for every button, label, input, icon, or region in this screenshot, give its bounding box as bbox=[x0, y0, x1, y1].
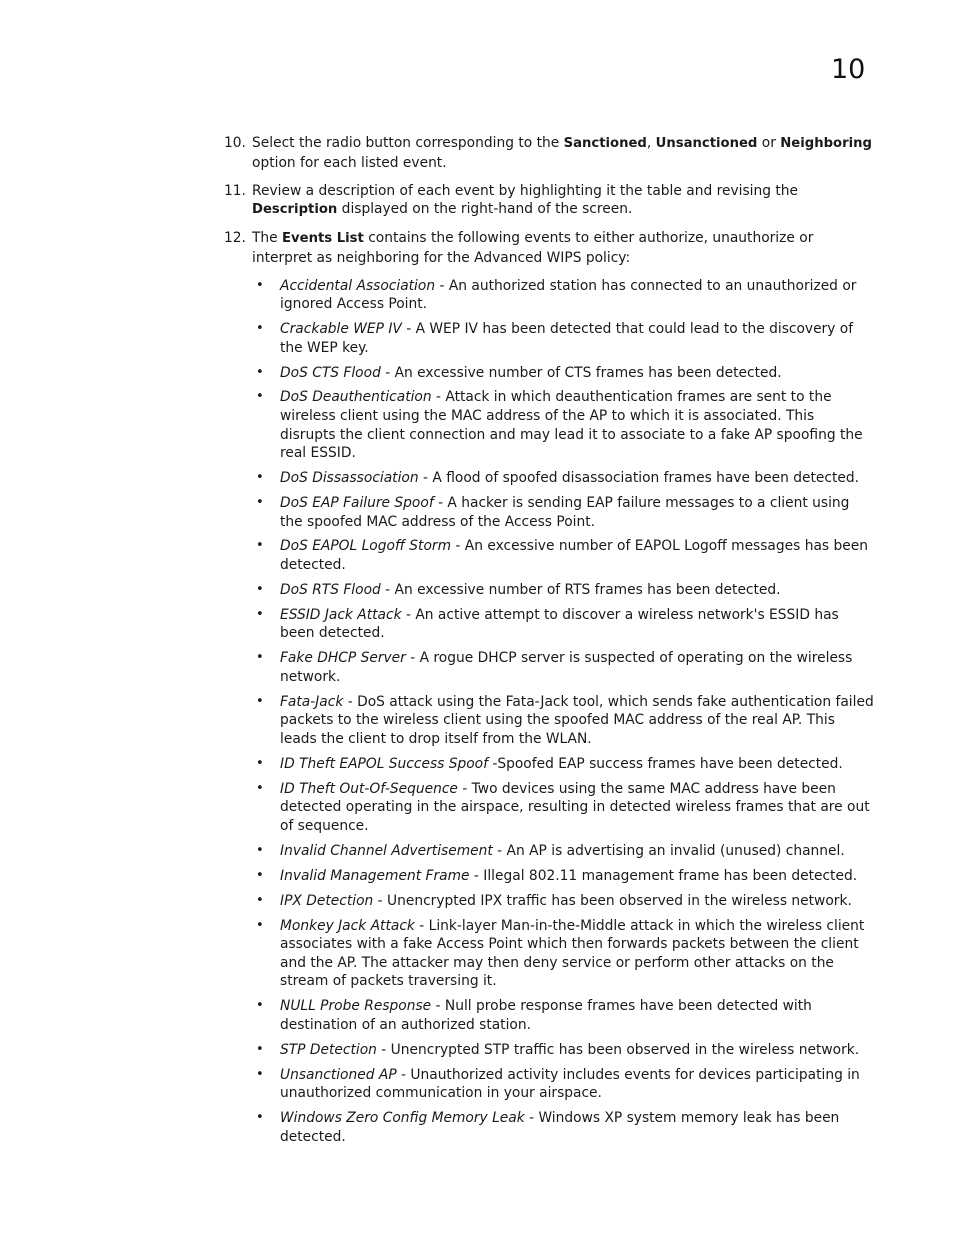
bullet-icon: • bbox=[256, 494, 264, 510]
event-term: DoS Deauthentication bbox=[280, 389, 432, 406]
list-item bbox=[252, 364, 874, 383]
event-term: Invalid Channel Advertisement bbox=[280, 842, 493, 859]
event-description: - A flood of spoofed disassociation frames have been detected. bbox=[418, 470, 860, 487]
step-number: 10. bbox=[224, 135, 246, 151]
bullet-icon: • bbox=[256, 321, 264, 337]
list-item bbox=[252, 997, 874, 1034]
bullet-icon: • bbox=[256, 277, 264, 293]
event-description: - A WEP IV has been detected that could lead to the discovery of the WEP key. bbox=[280, 321, 854, 356]
step-text: Review a description of each event by highlighting it the table and revising the bbox=[252, 182, 798, 199]
event-description: - An active attempt to discover a wireless network's ESSID has been detected. bbox=[280, 606, 839, 642]
event-description: - Unencrypted IPX traffic has been observed in the wireless network. bbox=[373, 892, 852, 909]
bullet-icon: • bbox=[256, 1110, 264, 1126]
ui-term-events-list: Events List bbox=[282, 231, 364, 247]
event-term: DoS Dissassociation bbox=[280, 470, 419, 487]
list-item bbox=[252, 320, 874, 357]
event-description: - A hacker is sending EAP failure messages to a client using the spoofed MAC address of the Access Point. bbox=[280, 494, 850, 530]
list-item bbox=[252, 892, 874, 911]
list-item bbox=[252, 1041, 874, 1060]
step-number: 12. bbox=[224, 230, 246, 247]
list-item bbox=[252, 867, 874, 886]
event-term: Windows Zero Config Memory Leak bbox=[280, 1110, 525, 1127]
bullet-icon: • bbox=[256, 867, 264, 883]
step-number: 11. bbox=[224, 182, 246, 199]
bullet-icon: • bbox=[256, 917, 264, 933]
list-item bbox=[252, 537, 874, 574]
step-text: displayed on the right-hand of the screen. bbox=[337, 201, 633, 218]
ui-term-neighboring: Neighboring bbox=[780, 136, 872, 151]
bullet-icon: • bbox=[256, 998, 264, 1014]
list-item bbox=[252, 581, 874, 600]
bullet-icon: • bbox=[256, 755, 264, 771]
step-10 bbox=[224, 134, 874, 172]
bullet-icon: • bbox=[256, 606, 264, 622]
list-item bbox=[252, 693, 874, 749]
event-term: Unsanctioned AP bbox=[280, 1066, 397, 1083]
step-text: The bbox=[252, 230, 283, 247]
bullet-icon: • bbox=[256, 650, 264, 666]
event-term: DoS EAPOL Logoff Storm bbox=[280, 538, 452, 555]
ui-term-description: Description bbox=[252, 202, 338, 218]
bullet-icon: • bbox=[256, 842, 264, 858]
event-description: - Windows XP system memory leak has been detected. bbox=[280, 1110, 840, 1145]
bullet-icon: • bbox=[256, 470, 264, 486]
page-body bbox=[224, 134, 874, 1156]
event-term: DoS EAP Failure Spoof bbox=[280, 494, 434, 511]
event-term: STP Detection bbox=[280, 1041, 377, 1058]
event-description: - Link-layer Man-in-the-Middle attack in which the wireless client associates with a fake Access Point which then forwards packets between the client and the AP. The attacker may then deny service or perform other attacks on the stream of packets traversing it. bbox=[280, 917, 865, 990]
event-term: Fata-Jack bbox=[280, 693, 344, 710]
event-term: Accidental Association bbox=[280, 277, 436, 294]
event-description: - A rogue DHCP server is suspected of operating on the wireless network. bbox=[280, 650, 853, 685]
event-description: - Unencrypted STP traffic has been observed in the wireless network. bbox=[376, 1041, 860, 1058]
list-item bbox=[252, 388, 874, 462]
bullet-icon: • bbox=[256, 1066, 264, 1082]
list-item bbox=[252, 494, 874, 531]
bullet-icon: • bbox=[256, 1041, 264, 1057]
bullet-icon: • bbox=[256, 780, 264, 796]
event-term: Invalid Management Frame bbox=[280, 867, 470, 884]
event-description: - Two devices using the same MAC address have been detected operating in the airspace, resulting in detected wireless frames that are out of sequence. bbox=[280, 780, 870, 834]
events-list bbox=[252, 277, 874, 1147]
event-description: - An authorized station has connected to an unauthorized or ignored Access Point. bbox=[280, 277, 857, 313]
step-text: option for each listed event. bbox=[252, 154, 447, 171]
event-term: DoS RTS Flood bbox=[280, 581, 381, 598]
list-item bbox=[252, 917, 874, 991]
list-item bbox=[252, 469, 874, 488]
ui-term-sanctioned: Sanctioned bbox=[563, 136, 647, 151]
step-text: contains the following events to either authorize, unauthorize or interpret as neighboring for the Advanced WIPS policy: bbox=[252, 230, 814, 266]
event-term: ESSID Jack Attack bbox=[280, 606, 402, 623]
event-description: - Null probe response frames have been detected with destination of an authorized station. bbox=[280, 998, 812, 1033]
bullet-icon: • bbox=[256, 581, 264, 597]
step-12 bbox=[224, 229, 874, 1146]
list-item bbox=[252, 606, 874, 643]
event-description: - Illegal 802.11 management frame has been detected. bbox=[469, 867, 858, 884]
bullet-icon: • bbox=[256, 364, 264, 380]
bullet-icon: • bbox=[256, 538, 264, 554]
event-description: - An excessive number of RTS frames has been detected. bbox=[380, 581, 781, 598]
event-description: -Spoofed EAP success frames have been detected. bbox=[487, 755, 843, 772]
list-item bbox=[252, 649, 874, 686]
event-description: - An AP is advertising an invalid (unused) channel. bbox=[492, 842, 845, 859]
event-term: Crackable WEP IV bbox=[280, 321, 402, 338]
event-description: - DoS attack using the Fata-Jack tool, which sends fake authentication failed packets to the wireless client using the spoofed MAC address of the real AP. This leads the client to drop itself from the WLAN. bbox=[280, 693, 874, 747]
event-term: Monkey Jack Attack bbox=[280, 917, 415, 934]
step-text: , bbox=[646, 135, 656, 151]
event-term: ID Theft EAPOL Success Spoof bbox=[280, 755, 488, 772]
event-term: IPX Detection bbox=[280, 892, 374, 909]
list-item bbox=[252, 755, 874, 774]
event-description: - An excessive number of EAPOL Logoff messages has been detected. bbox=[280, 538, 868, 574]
event-description: - An excessive number of CTS frames has been detected. bbox=[380, 364, 782, 381]
bullet-icon: • bbox=[256, 693, 264, 709]
list-item bbox=[252, 842, 874, 861]
chapter-number: 10 bbox=[831, 54, 866, 85]
step-11 bbox=[224, 182, 874, 220]
event-term: NULL Probe Response bbox=[280, 998, 432, 1015]
event-term: ID Theft Out-Of-Sequence bbox=[280, 780, 458, 797]
bullet-icon: • bbox=[256, 892, 264, 908]
list-item bbox=[252, 780, 874, 836]
event-term: Fake DHCP Server bbox=[280, 650, 406, 667]
list-item bbox=[252, 1066, 874, 1103]
step-text: or bbox=[757, 135, 781, 151]
event-term: DoS CTS Flood bbox=[280, 364, 381, 381]
event-description: - Unauthorized activity includes events for devices participating in unauthorized communication in your airspace. bbox=[280, 1066, 860, 1102]
bullet-icon: • bbox=[256, 389, 264, 405]
list-item bbox=[252, 1109, 874, 1146]
list-item bbox=[252, 277, 874, 314]
event-description: - Attack in which deauthentication frames are sent to the wireless client using the MAC address of the AP to which it is associated. This disrupts the client connection and may lead it to associate to a fake AP spoofing the real ESSID. bbox=[280, 389, 863, 462]
ui-term-unsanctioned: Unsanctioned bbox=[655, 136, 758, 151]
step-text: Select the radio button corresponding to the bbox=[252, 135, 564, 151]
